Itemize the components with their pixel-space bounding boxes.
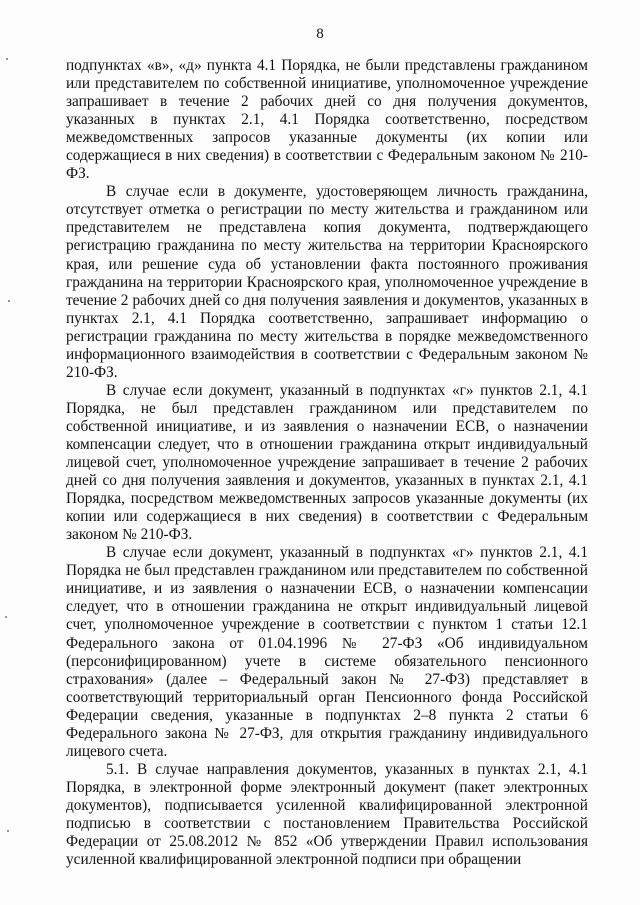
paragraph-personal-account-not-opened: В случае если документ, указанный в подпунктах «г» пунктов 2.1, 4.1 Порядка не был представлен гражданином или представителем по собственной инициативе, и из заявления о назначении ЕСВ, о назначении компенсации следует, что в отношении гражданина не открыт индивидуальный лицевой счет, уполномоченное учреждение в соответствии с пунктом 1 статьи 12.1 Федерального закона от 01.04.1996 № 27-ФЗ «Об индивидуальном (персонифицированном) учете в системе обязательного пенсионного страхования» (далее – Федеральный закон № 27-ФЗ) представляет в соответствующий территориальный орган Пенсионного фонда Российской Федерации сведения, указанные в подпунктах 2–8 пункта 2 статьи 6 Федерального закона № 27-ФЗ, для открытия гражданину индивидуального лицевого счета.: [66, 544, 588, 760]
paragraph-5-1-electronic-documents: 5.1. В случае направления документов, указанных в пунктах 2.1, 4.1 Порядка, в электронной форме электронный документ (пакет электронных документов), подписывается усиленной квалифицированной электронной подписью в соответствии с постановлением Правительства Российской Федерации от 25.08.2012 № 852 «Об утверждении Правил использования усиленной квалифицированной электронной подписи при обращении: [66, 760, 588, 869]
paragraph-continuation: подпунктах «в», «д» пункта 4.1 Порядка, не были представлены гражданином или представителем по собственной инициативе, уполномоченное учреждение запрашивает в течение 2 рабочих дней со дня получения документов, указанных в пунктах 2.1, 4.1 Порядка соответственно, посредством межведомственных запросов указанные документы (их копии или содержащиеся в них сведения) в соответствии с Федеральным законом № 210-ФЗ.: [66, 57, 588, 183]
page-number: 8: [316, 26, 324, 42]
paragraph-personal-account-opened: В случае если документ, указанный в подпунктах «г» пунктов 2.1, 4.1 Порядка, не был представлен гражданином или представителем по собственной инициативе, и из заявления о назначении ЕСВ, о назначении компенсации следует, что в отношении гражданина открыт индивидуальный лицевой счет, уполномоченное учреждение запрашивает в течение 2 рабочих дней со дня получения заявления и документов, указанных в пунктах 2.1, 4.1 Порядка, посредством межведомственных запросов указанные документы (их копии или содержащиеся в них сведения) в соответствии с Федеральным законом № 210-ФЗ.: [66, 381, 588, 544]
scan-speck: [6, 58, 8, 60]
paragraph-residence-registration: В случае если в документе, удостоверяющем личность гражданина, отсутствует отметка о регистрации по месту жительства и гражданином или представителем не представлена копия документа, подтверждающего регистрацию гражданина по месту жительства на территории Красноярского края, или решение суда об установлении факта постоянного проживания гражданина на территории Красноярского края, уполномоченное учреждение в течение 2 рабочих дней со дня получения заявления и документов, указанных в пунктах 2.1, 4.1 Порядка соответственно, запрашивает информацию о регистрации гражданина по месту жительства в порядке межведомственного информационного взаимодействия в соответствии с Федеральным законом № 210-ФЗ.: [66, 183, 588, 381]
scan-speck: [5, 616, 7, 618]
scan-speck: [8, 300, 10, 302]
scan-speck: [7, 830, 9, 832]
document-body: [66, 57, 588, 869]
